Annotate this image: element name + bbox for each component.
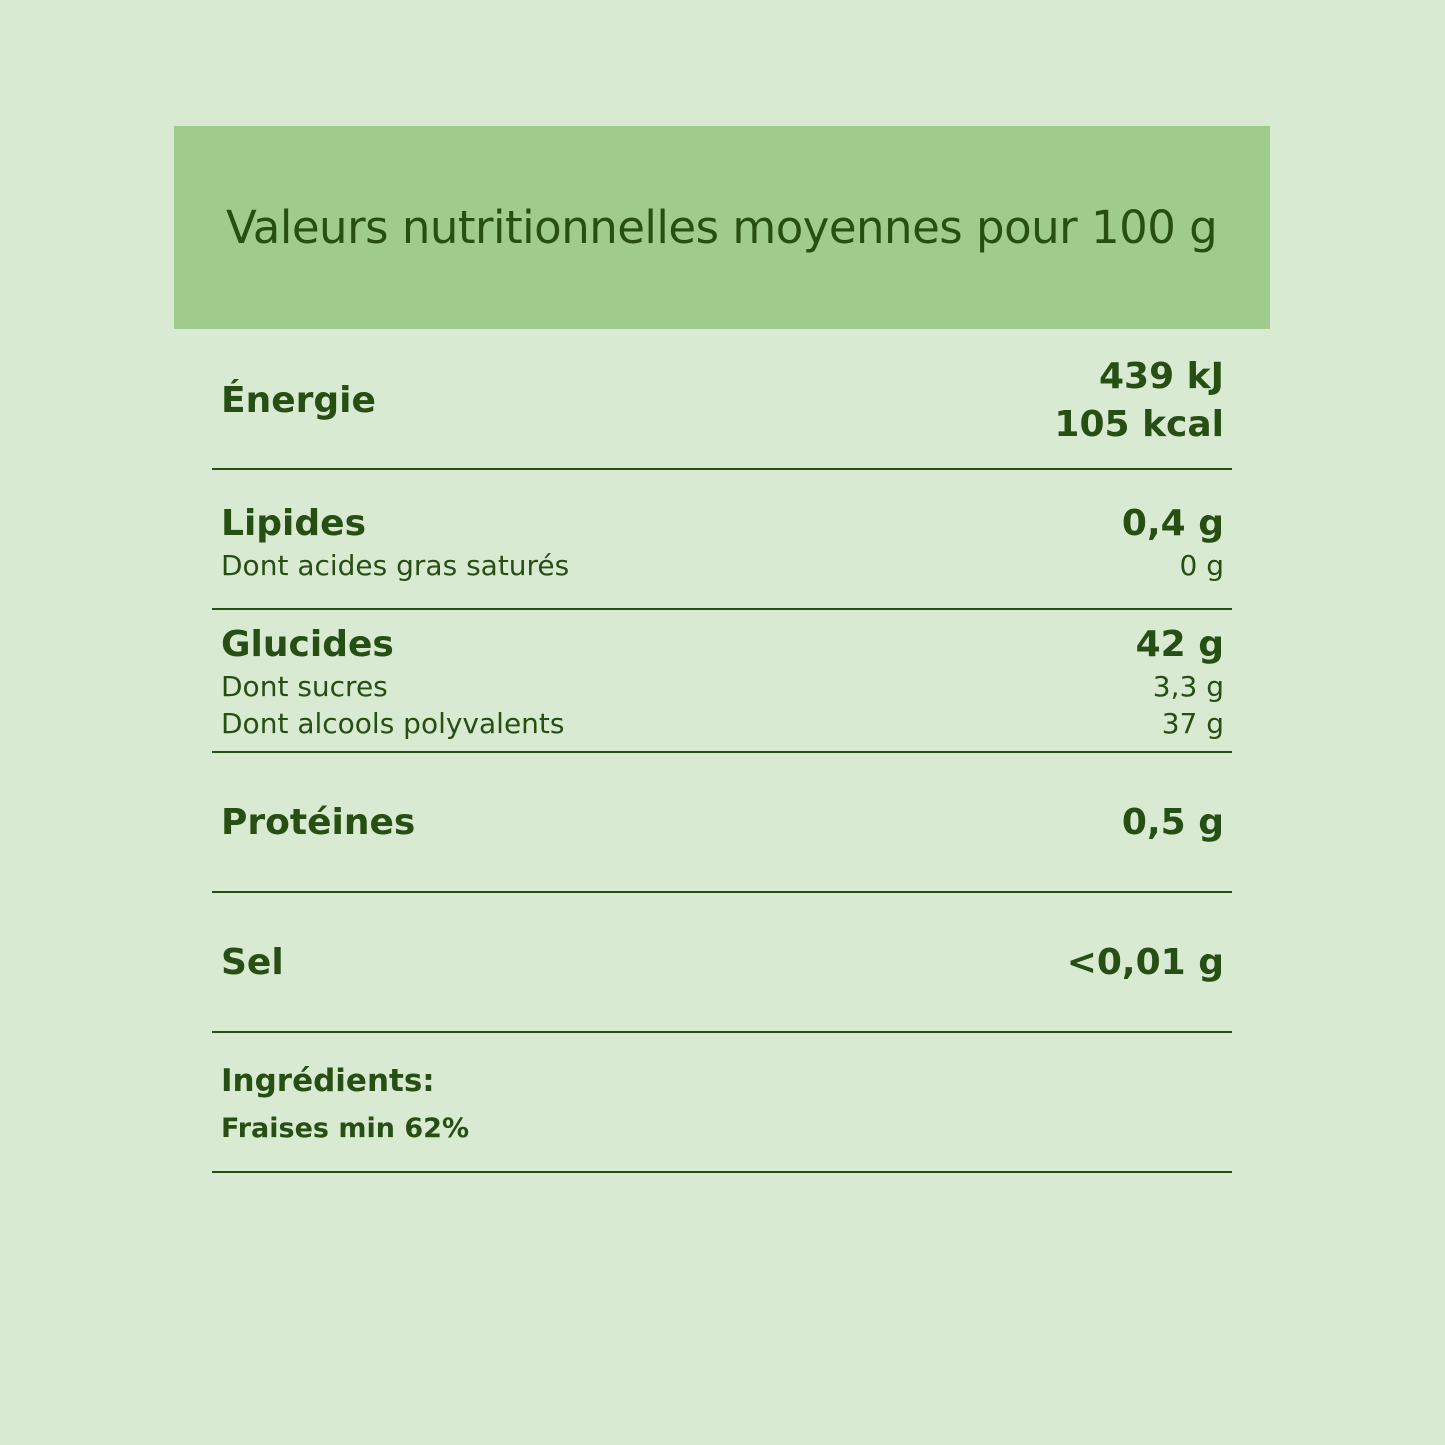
ingredients-row <box>212 1033 1232 1173</box>
glucides-sub-label-sucres: Dont sucres <box>221 670 388 703</box>
energy-value-kcal: 105 kcal <box>1054 404 1224 445</box>
sel-row <box>212 893 1232 1033</box>
ingredients-text: Fraises min 62% <box>221 1113 469 1144</box>
glucides-label: Glucides <box>221 624 394 665</box>
proteines-value: 0,5 g <box>1121 802 1224 843</box>
ingredients-label: Ingrédients: <box>221 1063 435 1099</box>
nutrition-title: Valeurs nutritionnelles moyennes pour 100 g <box>226 201 1218 254</box>
glucides-sub-label-alcools: Dont alcools polyvalents <box>221 707 565 740</box>
glucides-sub-value-sucres: 3,3 g <box>1152 670 1224 703</box>
sel-label: Sel <box>221 942 284 983</box>
lipides-sub-label: Dont acides gras saturés <box>221 549 570 582</box>
lipides-value: 0,4 g <box>1121 503 1224 544</box>
lipides-label: Lipides <box>221 503 367 544</box>
lipides-sub-value: 0 g <box>1179 549 1224 582</box>
energy-label: Énergie <box>221 380 376 421</box>
glucides-value: 42 g <box>1135 624 1224 665</box>
proteines-row <box>212 753 1232 893</box>
sel-value: <0,01 g <box>1066 942 1224 983</box>
glucides-row <box>212 610 1232 753</box>
nutrition-header <box>174 126 1270 329</box>
lipides-row <box>212 470 1232 610</box>
energy-value-kj: 439 kJ <box>1098 356 1224 397</box>
proteines-label: Protéines <box>221 802 416 843</box>
glucides-sub-value-alcools: 37 g <box>1161 707 1224 740</box>
energy-row <box>212 329 1232 470</box>
